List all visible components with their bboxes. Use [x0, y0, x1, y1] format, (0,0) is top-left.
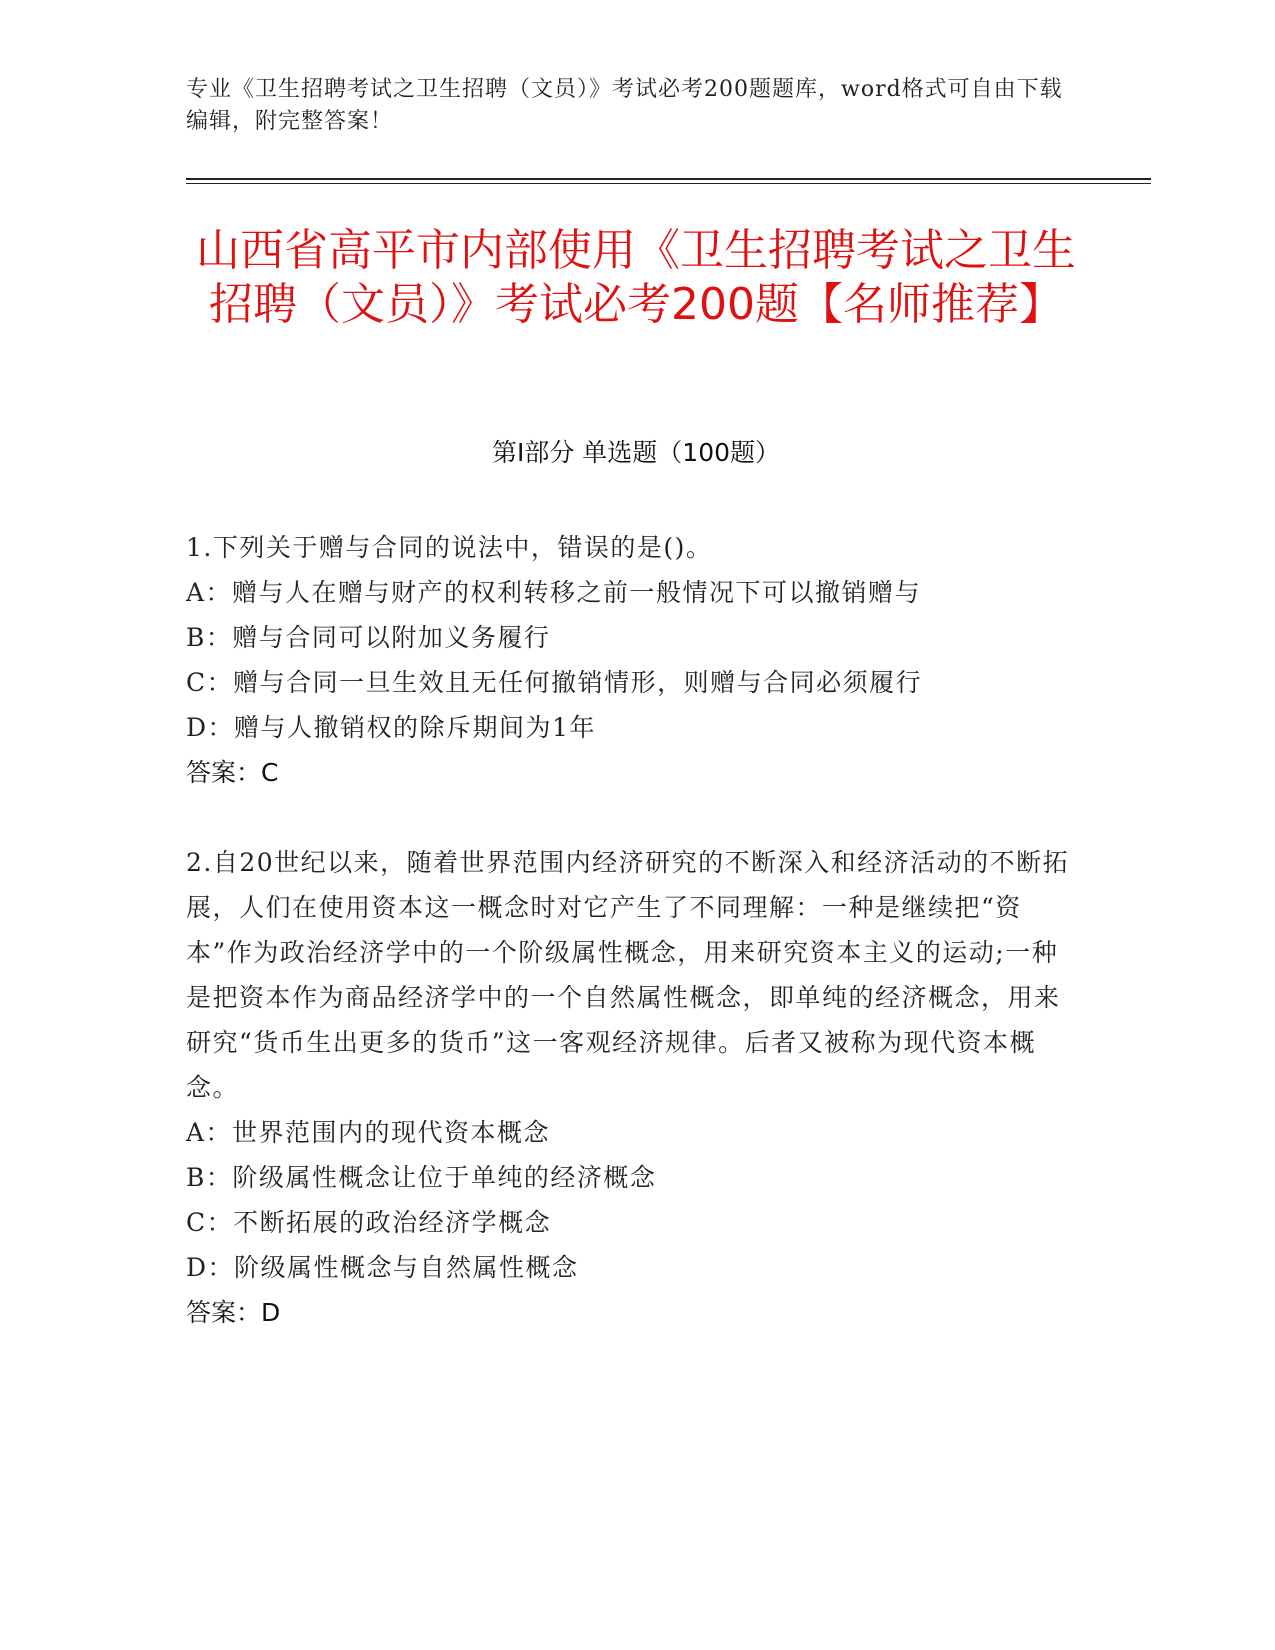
option-d: D：赠与人撤销权的除斥期间为1年 — [186, 713, 596, 742]
header-divider-thin — [186, 183, 1151, 184]
option-d: D：阶级属性概念与自然属性概念 — [186, 1253, 579, 1282]
question-stem: 2.自20世纪以来，随着世界范围内经济研究的不断深入和经济活动的不断拓展，人们在使用资本这一概念时对它产生了不同理解：一种是继续把“资本”作为政治经济学中的一个阶级属性概念，用来研究资本主义的运动;一种是把资本作为商品经济学中的一个自然属性概念，即单纯的经济概念，用来研究“货币生出更多的货币”这一客观经济规律。后者又被称为现代资本概念。 — [186, 848, 1070, 1102]
option-a: A：世界范围内的现代资本概念 — [186, 1118, 551, 1147]
option-a: A：赠与人在赠与财产的权利转移之前一般情况下可以撤销赠与 — [186, 578, 922, 607]
option-b: B：赠与合同可以附加义务履行 — [186, 623, 551, 652]
option-c: C：赠与合同一旦生效且无任何撤销情形，则赠与合同必须履行 — [186, 668, 923, 697]
question-2 — [186, 840, 1076, 1335]
option-c: C：不断拓展的政治经济学概念 — [186, 1208, 552, 1237]
question-stem: 1.下列关于赠与合同的说法中，错误的是()。 — [186, 533, 713, 562]
question-1 — [186, 525, 1076, 795]
header-divider — [186, 178, 1151, 180]
header-note: 专业《卫生招聘考试之卫生招聘（文员）》考试必考200题题库，word格式可自由下载编辑，附完整答案！ — [186, 77, 1063, 134]
document-title: 山西省高平市内部使用《卫生招聘考试之卫生招聘（文员）》考试必考200题【名师推荐】 — [196, 225, 1076, 330]
section-heading: 第I部分 单选题（100题） — [491, 438, 781, 467]
answer: 答案：D — [186, 1298, 281, 1327]
option-b: B：阶级属性概念让位于单纯的经济概念 — [186, 1163, 657, 1192]
answer: 答案：C — [186, 758, 279, 787]
